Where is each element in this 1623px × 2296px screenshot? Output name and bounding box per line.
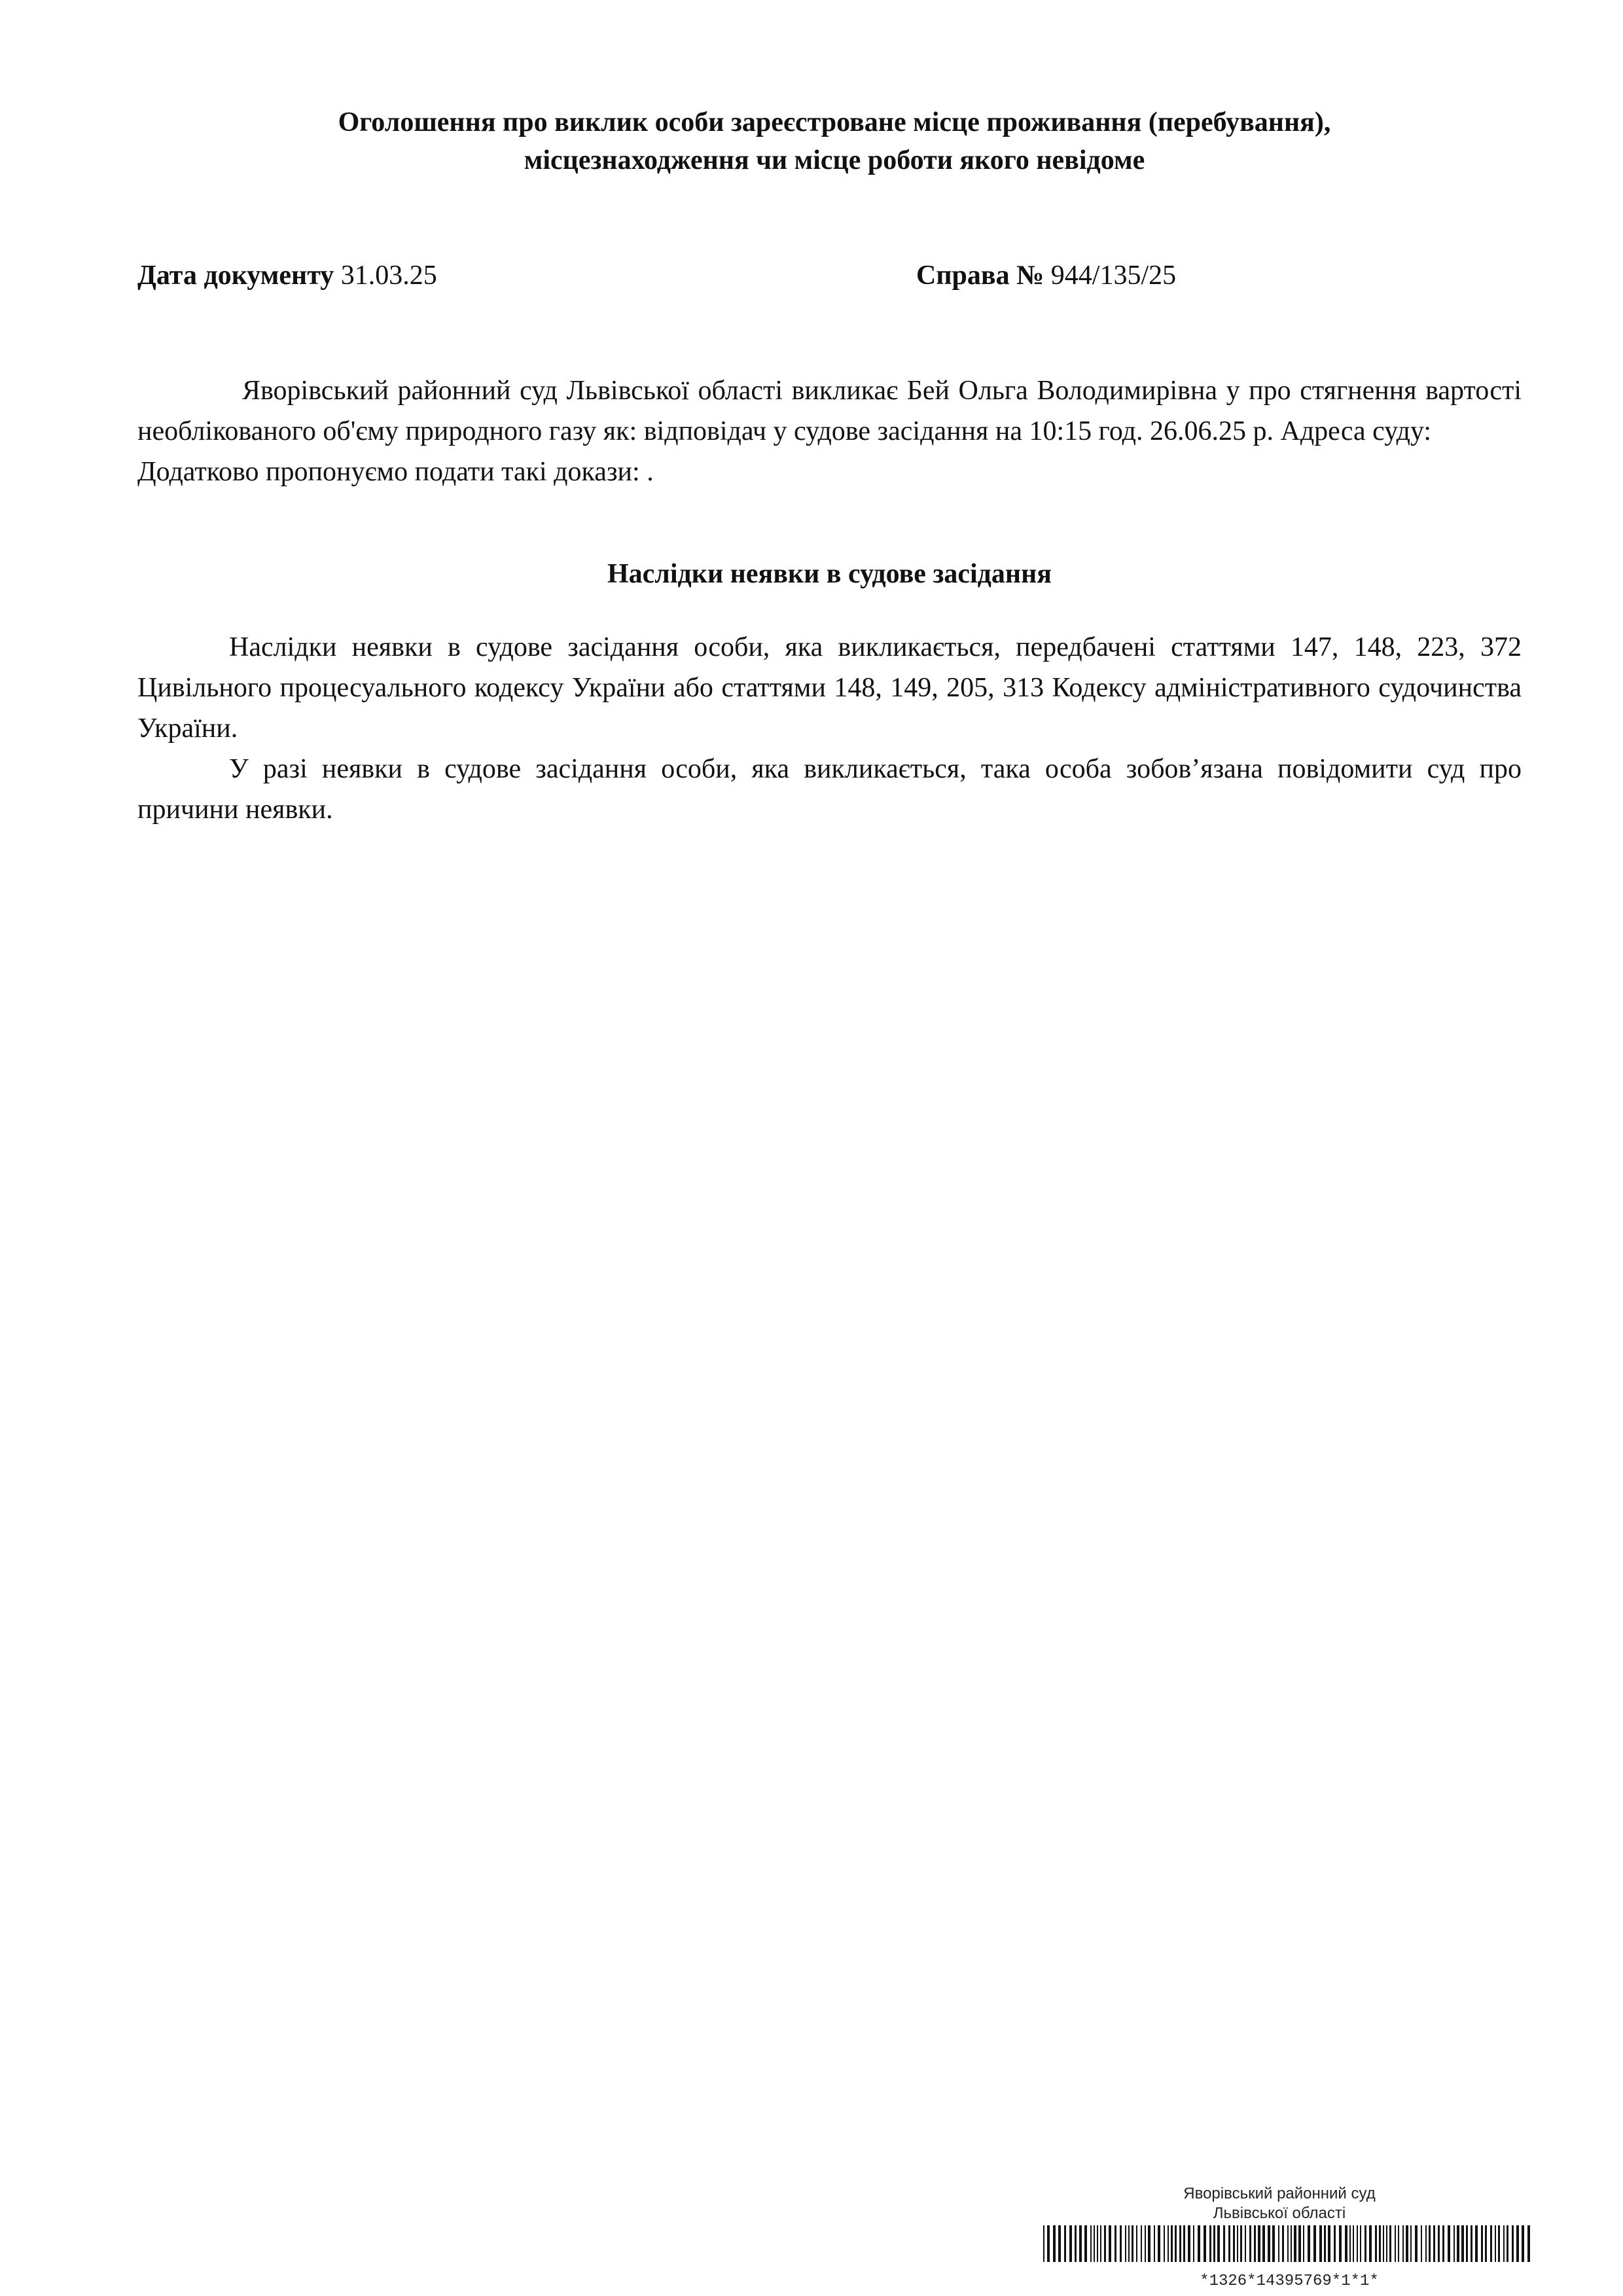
document-date	[137, 257, 437, 295]
consequences-paragraph-1: Наслідки неявки в судове засідання особи, яка викликається, передбачені статтями 147, 148, 223, 372 Цивільного процесуального кодексу України або статтями 148, 149, 205, 313 Кодексу адміністративного судочинства України.	[137, 632, 1522, 744]
document-title-line1: Оголошення про виклик особи зареєстроване місце проживання (перебування),	[338, 107, 1331, 137]
consequences-paragraph-2: У разі неявки в судове засідання особи, яка викликається, така особа зобов’язана повідомити суд про причини неявки.	[137, 754, 1522, 825]
evidence-line: Додатково пропонуємо подати такі докази: .	[137, 457, 654, 487]
court-stamp	[1175, 2184, 1384, 2223]
case-label: Справа №	[916, 260, 1044, 291]
case-number	[916, 257, 1176, 295]
consequences-heading: Наслідки неявки в судове засідання	[607, 559, 1052, 589]
case-value: 944/135/25	[1050, 260, 1177, 291]
document-title-line2: місцезнаходження чи місце роботи якого невідоме	[524, 145, 1145, 175]
stamp-court-name: Яворівський районний суд	[1183, 2185, 1376, 2202]
barcode	[1041, 2225, 1538, 2291]
stamp-region: Львівської області	[1213, 2204, 1346, 2222]
consequences-section	[137, 627, 1522, 830]
summons-section	[137, 370, 1522, 492]
date-label: Дата документу	[137, 260, 334, 291]
date-value: 31.03.25	[340, 260, 437, 291]
barcode-graphic	[1041, 2225, 1538, 2271]
barcode-text: *1326*14395769*1*1*	[1200, 2272, 1379, 2290]
summons-paragraph: Яворівський районний суд Львівської області викликає Бей Ольга Володимирівна у про стягнення вартості необлікованого об'єму природного газу як: відповідач у судове засідання на 10:15 год. 26.06.25 р. Адреса суду:	[137, 376, 1522, 446]
